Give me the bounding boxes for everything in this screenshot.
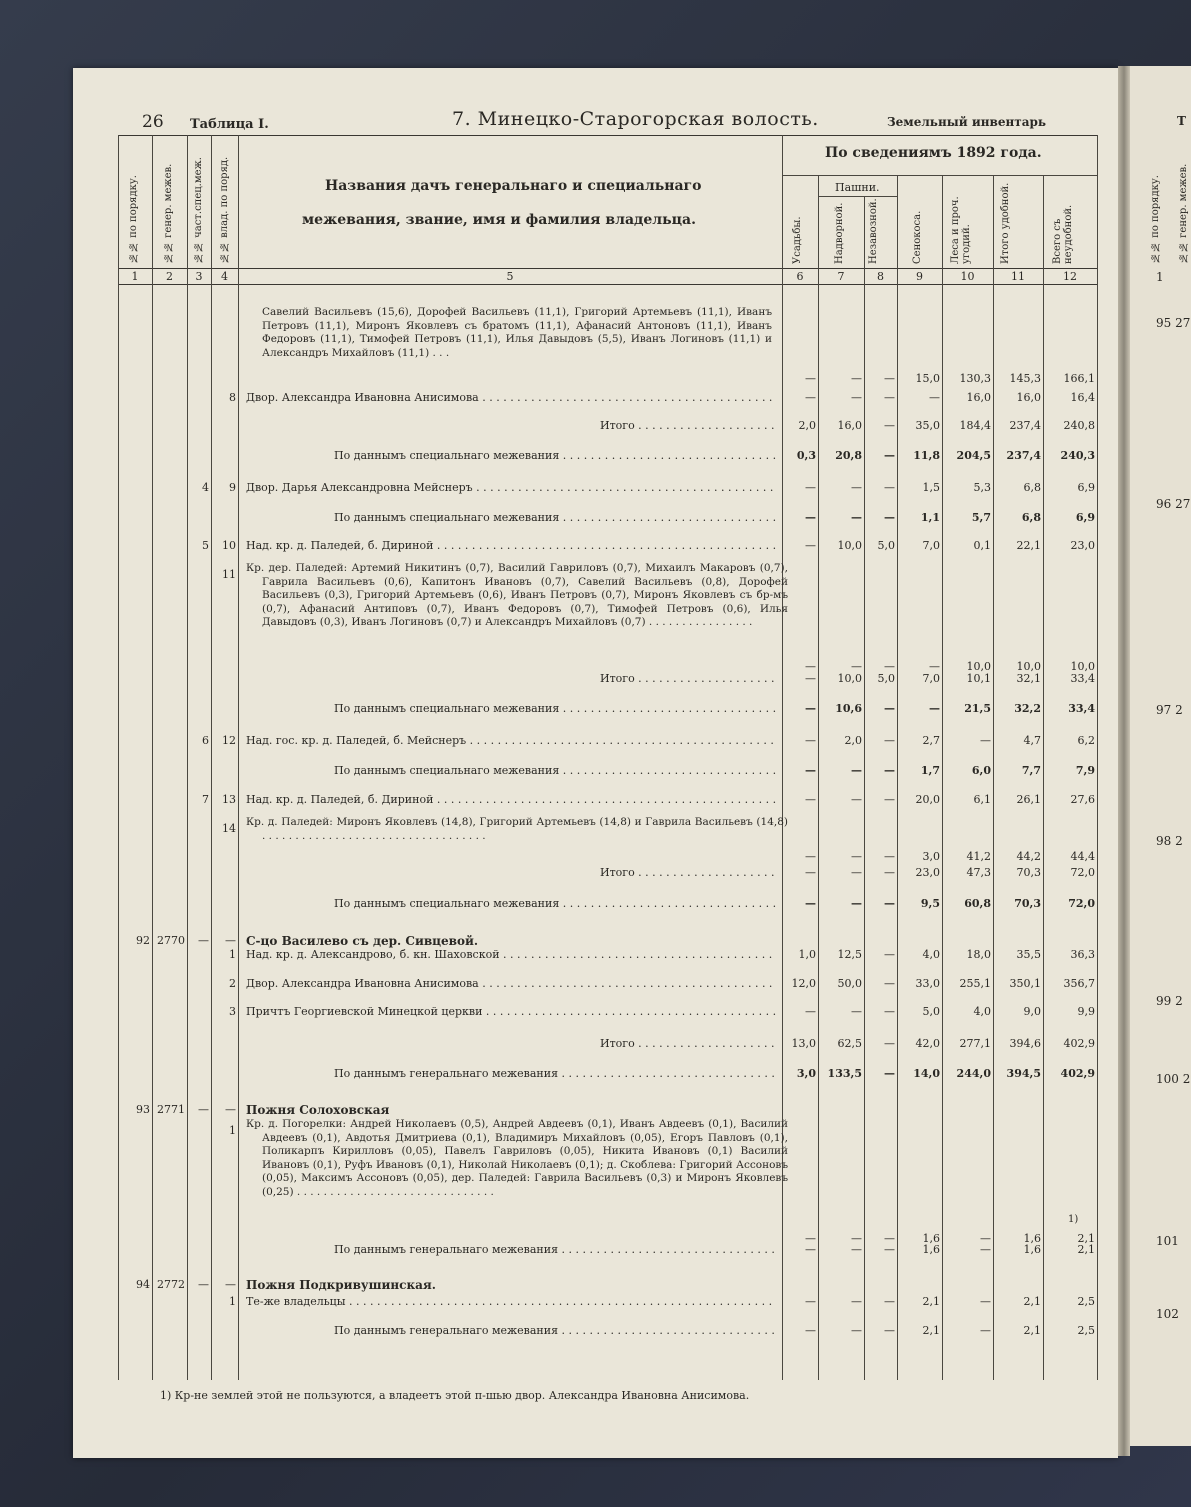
footnote-marker: 1) bbox=[1068, 1214, 1079, 1225]
row-index-n4: 2 bbox=[229, 977, 236, 990]
col-divider bbox=[238, 135, 239, 1380]
value-c12: 72,0 bbox=[1068, 897, 1095, 910]
column-number: 5 bbox=[506, 270, 514, 283]
value-c7: 2,0 bbox=[844, 734, 862, 747]
column-number: 6 bbox=[796, 270, 804, 283]
value-c9: 11,8 bbox=[913, 449, 940, 462]
value-c11: 394,5 bbox=[1006, 1067, 1041, 1080]
value-c10: 204,5 bbox=[956, 449, 991, 462]
row-index-n2: 2770 bbox=[157, 934, 185, 947]
value-c10: 60,8 bbox=[964, 897, 991, 910]
value-c9: — bbox=[929, 660, 940, 673]
value-c12: 33,4 bbox=[1068, 702, 1095, 715]
value-c8: — bbox=[884, 372, 895, 385]
value-c6: — bbox=[805, 672, 816, 685]
value-c10: 4,0 bbox=[973, 1005, 991, 1018]
right-page-col-head-2: №№ генер. межев. bbox=[1178, 163, 1189, 263]
value-c9: 2,7 bbox=[922, 734, 940, 747]
value-c6: — bbox=[805, 897, 816, 910]
value-c8: — bbox=[884, 948, 895, 961]
col-head-4: №№ влад. по поряд. bbox=[219, 156, 230, 263]
value-c6: 2,0 bbox=[798, 419, 816, 432]
value-c6: 13,0 bbox=[791, 1037, 816, 1050]
value-c7: — bbox=[851, 1005, 862, 1018]
value-c8: — bbox=[884, 1067, 895, 1080]
value-c12: 240,3 bbox=[1060, 449, 1095, 462]
col-head-8: Незавозной. bbox=[868, 198, 879, 264]
column-number: 8 bbox=[877, 270, 884, 283]
row-owner-text: Савелий Васильевъ (15,6), Дорофей Васильевъ (11,1), Григорий Артемьевъ (11,1), Иванъ Петровъ (11,1), Миронъ Яковлевъ съ братомъ (11,1), Афанасий Антоновъ (11,1), Иванъ Федоровъ (11,1), Тимофей Петровъ (11,1), Илья Давыдовъ (5,5), Иванъ Логиновъ (11,1) и Александръ Михайловъ (11,1) . . . bbox=[262, 306, 772, 359]
col-divider bbox=[211, 135, 212, 1380]
value-c7: — bbox=[851, 1324, 862, 1337]
value-c6: 0,3 bbox=[796, 449, 816, 462]
right-page-row-number: 95 27 bbox=[1156, 316, 1191, 330]
value-c11: 32,1 bbox=[1016, 672, 1041, 685]
value-c6: — bbox=[805, 660, 816, 673]
value-c7: — bbox=[851, 1295, 862, 1308]
value-c10: 6,1 bbox=[973, 793, 991, 806]
colnum-bottom-rule bbox=[118, 284, 1098, 285]
value-c8: 5,0 bbox=[877, 672, 895, 685]
value-c11: 7,7 bbox=[1021, 764, 1041, 777]
row-summary-label: Итого . . . bbox=[600, 419, 776, 432]
row-owner-text: Над. кр. д. Александрово, б. кн. Шаховской . . . bbox=[246, 948, 776, 961]
right-page-row-number: 100 2 bbox=[1156, 1072, 1191, 1086]
col-head-1: №№ по порядку. bbox=[128, 175, 139, 263]
value-c12: 6,9 bbox=[1077, 481, 1095, 494]
value-c8: — bbox=[884, 1295, 895, 1308]
value-c8: — bbox=[884, 419, 895, 432]
value-c10: 5,7 bbox=[971, 511, 991, 524]
value-c8: — bbox=[884, 977, 895, 990]
value-c11: 145,3 bbox=[1009, 372, 1041, 385]
row-index-n3: — bbox=[198, 934, 209, 947]
row-index-n4: 14 bbox=[222, 822, 236, 835]
row-summary-label: По даннымъ генеральнаго межевания . . . bbox=[334, 1243, 776, 1256]
value-c9: 4,0 bbox=[922, 948, 940, 961]
table-label: Таблица I. bbox=[190, 117, 269, 132]
row-index-n3: 6 bbox=[202, 734, 209, 747]
value-c7: — bbox=[851, 372, 862, 385]
row-index-n4: 1 bbox=[229, 1124, 236, 1137]
row-summary-label: По даннымъ специальнаго межевания . . . bbox=[334, 702, 776, 715]
col-head-6: Усадьбы. bbox=[792, 216, 803, 264]
value-c11: 9,0 bbox=[1023, 1005, 1041, 1018]
value-c6: — bbox=[805, 793, 816, 806]
row-summary-label: Итого . . . bbox=[600, 1037, 776, 1050]
value-c6: — bbox=[805, 1324, 816, 1337]
value-c11: 2,1 bbox=[1023, 1324, 1041, 1337]
row-index-n4: 13 bbox=[222, 793, 236, 806]
value-c8: — bbox=[884, 1037, 895, 1050]
table-right-edge bbox=[1097, 135, 1098, 1380]
value-c7: — bbox=[851, 481, 862, 494]
group-heading: По сведениямъ 1892 года. bbox=[825, 145, 1042, 161]
row-summary-label: По даннымъ генеральнаго межевания . . . bbox=[334, 1067, 776, 1080]
row-owner-text: Над. гос. кр. д. Паледей, б. Мейснеръ . . . bbox=[246, 734, 776, 747]
value-c9: 7,0 bbox=[922, 672, 940, 685]
value-c7: 133,5 bbox=[827, 1067, 862, 1080]
column-number: 4 bbox=[221, 270, 228, 283]
value-c10: 47,3 bbox=[966, 866, 991, 879]
value-c10: — bbox=[980, 1324, 991, 1337]
value-c11: 350,1 bbox=[1009, 977, 1041, 990]
value-c9: 1,6 bbox=[922, 1232, 940, 1245]
row-owner-text: Причтъ Георгиевской Минецкой церкви . . . bbox=[246, 1005, 776, 1018]
row-index-n4: 12 bbox=[222, 734, 236, 747]
value-c7: 10,0 bbox=[837, 672, 862, 685]
value-c12: 2,1 bbox=[1077, 1243, 1095, 1256]
section-label: Земельный инвентарь bbox=[887, 115, 1047, 129]
row-owner-text: Кр. д. Паледей: Миронъ Яковлевъ (14,8), Григорий Артемьевъ (14,8) и Гаврила Васильевъ (14,8) . . . . . . . . . . . . . . . . . . . . . . . . . . . . . . . . . . bbox=[246, 816, 788, 842]
value-c12: 2,5 bbox=[1077, 1295, 1095, 1308]
value-c12: 7,9 bbox=[1075, 764, 1095, 777]
row-index-n4: 1 bbox=[229, 948, 236, 961]
row-index-n4: 1 bbox=[229, 1295, 236, 1308]
value-c7: 50,0 bbox=[837, 977, 862, 990]
value-c9: 5,0 bbox=[922, 1005, 940, 1018]
value-c8: — bbox=[884, 897, 895, 910]
right-page-col-head-1: №№ по порядку. bbox=[1150, 175, 1161, 263]
value-c7: 20,8 bbox=[835, 449, 862, 462]
header-bottom-rule bbox=[118, 268, 1098, 269]
value-c10: 244,0 bbox=[956, 1067, 991, 1080]
row-index-n1: 94 bbox=[136, 1278, 150, 1291]
row-owner-text: Двор. Александра Ивановна Анисимова . . . bbox=[246, 977, 776, 990]
value-c11: 4,7 bbox=[1023, 734, 1041, 747]
value-c8: — bbox=[884, 660, 895, 673]
page-title: 7. Минецко-Старогорская волость. bbox=[452, 108, 819, 130]
value-c9: 33,0 bbox=[915, 977, 940, 990]
row-index-n4: 8 bbox=[229, 391, 236, 404]
table-top-rule bbox=[118, 135, 1098, 136]
row-index-n4: 3 bbox=[229, 1005, 236, 1018]
value-c7: — bbox=[851, 897, 862, 910]
value-c11: 237,4 bbox=[1006, 449, 1041, 462]
row-index-n4: 9 bbox=[229, 481, 236, 494]
value-c12: 6,9 bbox=[1075, 511, 1095, 524]
value-c7: — bbox=[851, 1243, 862, 1256]
value-c8: — bbox=[884, 391, 895, 404]
value-c7: — bbox=[851, 1232, 862, 1245]
value-c7: 12,5 bbox=[837, 948, 862, 961]
col-head-3: №№ част.спец.меж. bbox=[193, 157, 204, 263]
row-summary-label: По даннымъ специальнаго межевания . . . bbox=[334, 449, 776, 462]
value-c12: 240,8 bbox=[1063, 419, 1095, 432]
row-section-heading: С-цо Василево съ дер. Сивцевой. bbox=[246, 934, 479, 948]
value-c10: 10,0 bbox=[966, 660, 991, 673]
value-c8: — bbox=[884, 1232, 895, 1245]
value-c6: — bbox=[805, 481, 816, 494]
value-c11: 6,8 bbox=[1023, 481, 1041, 494]
row-index-n1: 92 bbox=[136, 934, 150, 947]
value-c9: 35,0 bbox=[915, 419, 940, 432]
value-c11: 2,1 bbox=[1023, 1295, 1041, 1308]
value-c7: 10,6 bbox=[835, 702, 862, 715]
column-number: 10 bbox=[960, 270, 975, 283]
value-c12: 402,9 bbox=[1063, 1037, 1095, 1050]
row-owner-text: По даннымъ генеральнаго межевания . . . bbox=[334, 1324, 776, 1337]
col-divider bbox=[818, 176, 819, 1380]
value-c8: — bbox=[884, 449, 895, 462]
value-c10: — bbox=[980, 1295, 991, 1308]
value-c10: 277,1 bbox=[959, 1037, 991, 1050]
row-index-n3: 5 bbox=[202, 539, 209, 552]
column-number: 1 bbox=[131, 270, 139, 283]
row-owner-text: Двор. Александра Ивановна Анисимова . . . bbox=[246, 391, 776, 404]
footnote: 1) Кр-не землей этой не пользуются, а владеетъ этой п-шью двор. Александра Ивановна Анисимова. bbox=[160, 1389, 750, 1402]
value-c8: — bbox=[884, 1324, 895, 1337]
value-c7: — bbox=[851, 793, 862, 806]
value-c6: — bbox=[805, 850, 816, 863]
value-c10: 10,1 bbox=[966, 672, 991, 685]
row-index-n4: 10 bbox=[222, 539, 236, 552]
value-c10: — bbox=[980, 1243, 991, 1256]
value-c12: 402,9 bbox=[1060, 1067, 1095, 1080]
value-c12: 36,3 bbox=[1070, 948, 1095, 961]
row-index-n3: — bbox=[198, 1278, 209, 1291]
value-c9: 15,0 bbox=[915, 372, 940, 385]
value-c12: 10,0 bbox=[1070, 660, 1095, 673]
value-c12: 6,2 bbox=[1077, 734, 1095, 747]
value-c10: 16,0 bbox=[966, 391, 991, 404]
value-c11: 1,6 bbox=[1023, 1243, 1041, 1256]
col-divider bbox=[187, 135, 188, 1380]
value-c11: 1,6 bbox=[1023, 1232, 1041, 1245]
row-summary-label: По даннымъ специальнаго межевания . . . bbox=[334, 764, 776, 777]
row-index-n2: 2771 bbox=[157, 1103, 185, 1116]
value-c10: 255,1 bbox=[959, 977, 991, 990]
value-c11: 26,1 bbox=[1016, 793, 1041, 806]
value-c6: — bbox=[805, 1295, 816, 1308]
group-rule bbox=[782, 175, 1097, 176]
col-head-7: Надворной. bbox=[834, 202, 845, 264]
column-number: 11 bbox=[1011, 270, 1025, 283]
value-c9: 23,0 bbox=[915, 866, 940, 879]
value-c7: — bbox=[851, 866, 862, 879]
value-c9: 3,0 bbox=[922, 850, 940, 863]
value-c8: — bbox=[884, 481, 895, 494]
col-head-5-line1: Названия дачъ генеральнаго и специальнаго bbox=[325, 178, 702, 194]
row-index-n1: 93 bbox=[136, 1103, 150, 1116]
value-c11: 35,5 bbox=[1016, 948, 1041, 961]
value-c9: 1,1 bbox=[920, 511, 940, 524]
value-c11: 10,0 bbox=[1016, 660, 1041, 673]
value-c7: 62,5 bbox=[837, 1037, 862, 1050]
row-owner-text: Кр. д. Погорелки: Андрей Николаевъ (0,5), Андрей Авдеевъ (0,1), Иванъ Авдеевъ (0,1), Василий Авдеевъ (0,1), Авдотья Дмитриева (0,1), Владимиръ Михайловъ (0,05), Егоръ Павловъ (0,1), Поликарпъ Кирилловъ (0,05), Павелъ Гавриловъ (0,05), Никита Ивановъ (0,1) Василий Ивановъ (0,1), Руфъ Ивановъ (0,1), Николай Николаевъ (0,1); д. Скоблева: Григорий Ассоновъ (0,05), Максимъ Ассоновъ (0,05), дер. Паледей: Гаврила Васильевъ (0,3) и Миронъ Яковлевъ (0,25) . . . . . . . . . . . . . . . . . . . . . . . . . . . . . . bbox=[246, 1118, 788, 1198]
value-c12: 27,6 bbox=[1070, 793, 1095, 806]
row-index-n4: — bbox=[225, 934, 236, 947]
value-c12: 33,4 bbox=[1070, 672, 1095, 685]
row-index-n3: — bbox=[198, 1103, 209, 1116]
value-c10: 0,1 bbox=[973, 539, 991, 552]
value-c12: 9,9 bbox=[1077, 1005, 1095, 1018]
value-c11: 16,0 bbox=[1016, 391, 1041, 404]
value-c12: 23,0 bbox=[1070, 539, 1095, 552]
value-c12: 72,0 bbox=[1070, 866, 1095, 879]
value-c11: 6,8 bbox=[1021, 511, 1041, 524]
row-summary-label: По даннымъ специальнаго межевания . . . bbox=[334, 511, 776, 524]
value-c12: 166,1 bbox=[1063, 372, 1095, 385]
row-summary-label: Итого . . . bbox=[600, 866, 776, 879]
row-owner-text: Кр. дер. Паледей: Артемий Никитинъ (0,7), Василий Гавриловъ (0,7), Михаилъ Макаровъ (0,7), Гаврила Васильевъ (0,6), Капитонъ Ивановъ (0,7), Савелий Васильевъ (0,8), Дорофей Васильевъ (0,3), Григорий Артемьевъ (0,6), Иванъ Петровъ (0,7), Миронъ Яковлевъ съ бр-мъ (0,7), Афанасий Антиповъ (0,7), Иванъ Федоровъ (0,7), Тимофей Петровъ (0,6), Илья Давыдовъ (0,3), Иванъ Логиновъ (0,7) и Александръ Михайловъ (0,7) . . . . . . . . . . . . . . . . bbox=[246, 562, 788, 629]
value-c10: 21,5 bbox=[964, 702, 991, 715]
col-divider bbox=[152, 135, 153, 1380]
value-c11: 44,2 bbox=[1016, 850, 1041, 863]
value-c6: — bbox=[805, 372, 816, 385]
value-c7: — bbox=[851, 511, 862, 524]
right-page-row-number: 101 bbox=[1156, 1234, 1179, 1248]
column-number: 3 bbox=[195, 270, 203, 283]
value-c10: 6,0 bbox=[971, 764, 991, 777]
value-c10: 184,4 bbox=[959, 419, 991, 432]
right-page-row-number: 96 27 bbox=[1156, 497, 1191, 511]
value-c7: 10,0 bbox=[837, 539, 862, 552]
book-spine bbox=[1118, 66, 1130, 1456]
value-c6: — bbox=[805, 866, 816, 879]
value-c6: 3,0 bbox=[796, 1067, 816, 1080]
value-c8: — bbox=[884, 764, 895, 777]
value-c6: 12,0 bbox=[791, 977, 816, 990]
col-divider bbox=[897, 176, 898, 1380]
value-c11: 70,3 bbox=[1014, 897, 1041, 910]
value-c12: 16,4 bbox=[1070, 391, 1095, 404]
value-c7: — bbox=[851, 391, 862, 404]
value-c10: 18,0 bbox=[966, 948, 991, 961]
value-c6: — bbox=[805, 539, 816, 552]
right-page-row-number: 99 2 bbox=[1156, 994, 1183, 1008]
col-head-5-line2: межевания, звание, имя и фамилия владельца. bbox=[302, 212, 696, 228]
row-owner-text: Над. кр. д. Паледей, б. Дириной . . . bbox=[246, 793, 776, 806]
value-c6: — bbox=[805, 511, 816, 524]
value-c11: 70,3 bbox=[1016, 866, 1041, 879]
value-c11: 32,2 bbox=[1014, 702, 1041, 715]
value-c8: — bbox=[884, 793, 895, 806]
value-c8: 5,0 bbox=[877, 539, 895, 552]
value-c6: 1,0 bbox=[798, 948, 816, 961]
value-c6: — bbox=[805, 1005, 816, 1018]
col-head-12: Всего съ неудобной. bbox=[1052, 204, 1074, 264]
row-summary-label: По даннымъ специальнаго межевания . . . bbox=[334, 897, 776, 910]
value-c10: 130,3 bbox=[959, 372, 991, 385]
value-c6: — bbox=[805, 702, 816, 715]
value-c8: — bbox=[884, 850, 895, 863]
value-c6: — bbox=[805, 1243, 816, 1256]
value-c9: 1,7 bbox=[920, 764, 940, 777]
row-index-n4: — bbox=[225, 1103, 236, 1116]
col-head-9: Сенокоса. bbox=[912, 210, 923, 264]
value-c6: — bbox=[805, 391, 816, 404]
col-head-11: Итого удобной. bbox=[1000, 182, 1011, 264]
column-number: 9 bbox=[916, 270, 923, 283]
row-owner-text: Те-же владельцы . . . bbox=[246, 1295, 776, 1308]
value-c6: — bbox=[805, 734, 816, 747]
value-c7: — bbox=[851, 660, 862, 673]
value-c9: 42,0 bbox=[915, 1037, 940, 1050]
value-c8: — bbox=[884, 1005, 895, 1018]
col-head-2: №№ генер. межев. bbox=[163, 163, 174, 263]
value-c8: — bbox=[884, 702, 895, 715]
value-c8: — bbox=[884, 734, 895, 747]
right-page-row-number: 97 2 bbox=[1156, 703, 1183, 717]
value-c10: 5,3 bbox=[973, 481, 991, 494]
value-c9: — bbox=[929, 391, 940, 404]
value-c9: 1,6 bbox=[922, 1243, 940, 1256]
row-section-heading: Пожня Подкривушинская. bbox=[246, 1278, 436, 1292]
row-index-n3: 7 bbox=[202, 793, 209, 806]
value-c9: 14,0 bbox=[913, 1067, 940, 1080]
value-c10: — bbox=[980, 1232, 991, 1245]
value-c7: 16,0 bbox=[837, 419, 862, 432]
pashni-heading: Пашни. bbox=[835, 181, 880, 194]
value-c9: 20,0 bbox=[915, 793, 940, 806]
value-c9: 7,0 bbox=[922, 539, 940, 552]
right-page-colnum: 1 bbox=[1156, 270, 1164, 284]
row-index-n4: 11 bbox=[222, 568, 236, 581]
value-c7: — bbox=[851, 850, 862, 863]
row-summary-label: Итого . . . bbox=[600, 672, 776, 685]
column-number: 2 bbox=[166, 270, 173, 283]
right-page-top-label: Т bbox=[1177, 114, 1186, 128]
value-c9: — bbox=[929, 702, 940, 715]
col-divider bbox=[942, 176, 943, 1380]
value-c11: 237,4 bbox=[1009, 419, 1041, 432]
value-c11: 394,6 bbox=[1009, 1037, 1041, 1050]
value-c10: 41,2 bbox=[966, 850, 991, 863]
value-c12: 2,5 bbox=[1077, 1324, 1095, 1337]
pashni-rule bbox=[818, 196, 897, 197]
value-c7: — bbox=[851, 764, 862, 777]
col-head-10: Леса и проч. угодий. bbox=[950, 196, 972, 264]
value-c9: 2,1 bbox=[922, 1295, 940, 1308]
value-c9: 1,5 bbox=[922, 481, 940, 494]
value-c6: — bbox=[805, 1232, 816, 1245]
value-c9: 9,5 bbox=[920, 897, 940, 910]
value-c10: — bbox=[980, 734, 991, 747]
value-c8: — bbox=[884, 866, 895, 879]
col-divider bbox=[993, 176, 994, 1380]
right-page-row-number: 98 2 bbox=[1156, 834, 1183, 848]
row-section-heading: Пожня Солоховская bbox=[246, 1103, 390, 1117]
value-c12: 44,4 bbox=[1070, 850, 1095, 863]
value-c8: — bbox=[884, 511, 895, 524]
value-c9: 2,1 bbox=[922, 1324, 940, 1337]
value-c12: 2,1 bbox=[1077, 1232, 1095, 1245]
row-owner-text: Двор. Дарья Александровна Мейснеръ . . . bbox=[246, 481, 776, 494]
value-c12: 356,7 bbox=[1063, 977, 1095, 990]
page-number: 26 bbox=[142, 112, 164, 132]
value-c11: 22,1 bbox=[1016, 539, 1041, 552]
row-index-n2: 2772 bbox=[157, 1278, 185, 1291]
row-index-n4: — bbox=[225, 1278, 236, 1291]
value-c8: — bbox=[884, 1243, 895, 1256]
value-c6: — bbox=[805, 764, 816, 777]
col-divider bbox=[1043, 176, 1044, 1380]
row-index-n3: 4 bbox=[202, 481, 209, 494]
row-owner-text: Над. кр. д. Паледей, б. Дириной . . . bbox=[246, 539, 776, 552]
column-number: 7 bbox=[837, 270, 845, 283]
table-left-edge bbox=[118, 135, 119, 1380]
column-number: 12 bbox=[1063, 270, 1077, 283]
right-page-row-number: 102 bbox=[1156, 1307, 1179, 1321]
